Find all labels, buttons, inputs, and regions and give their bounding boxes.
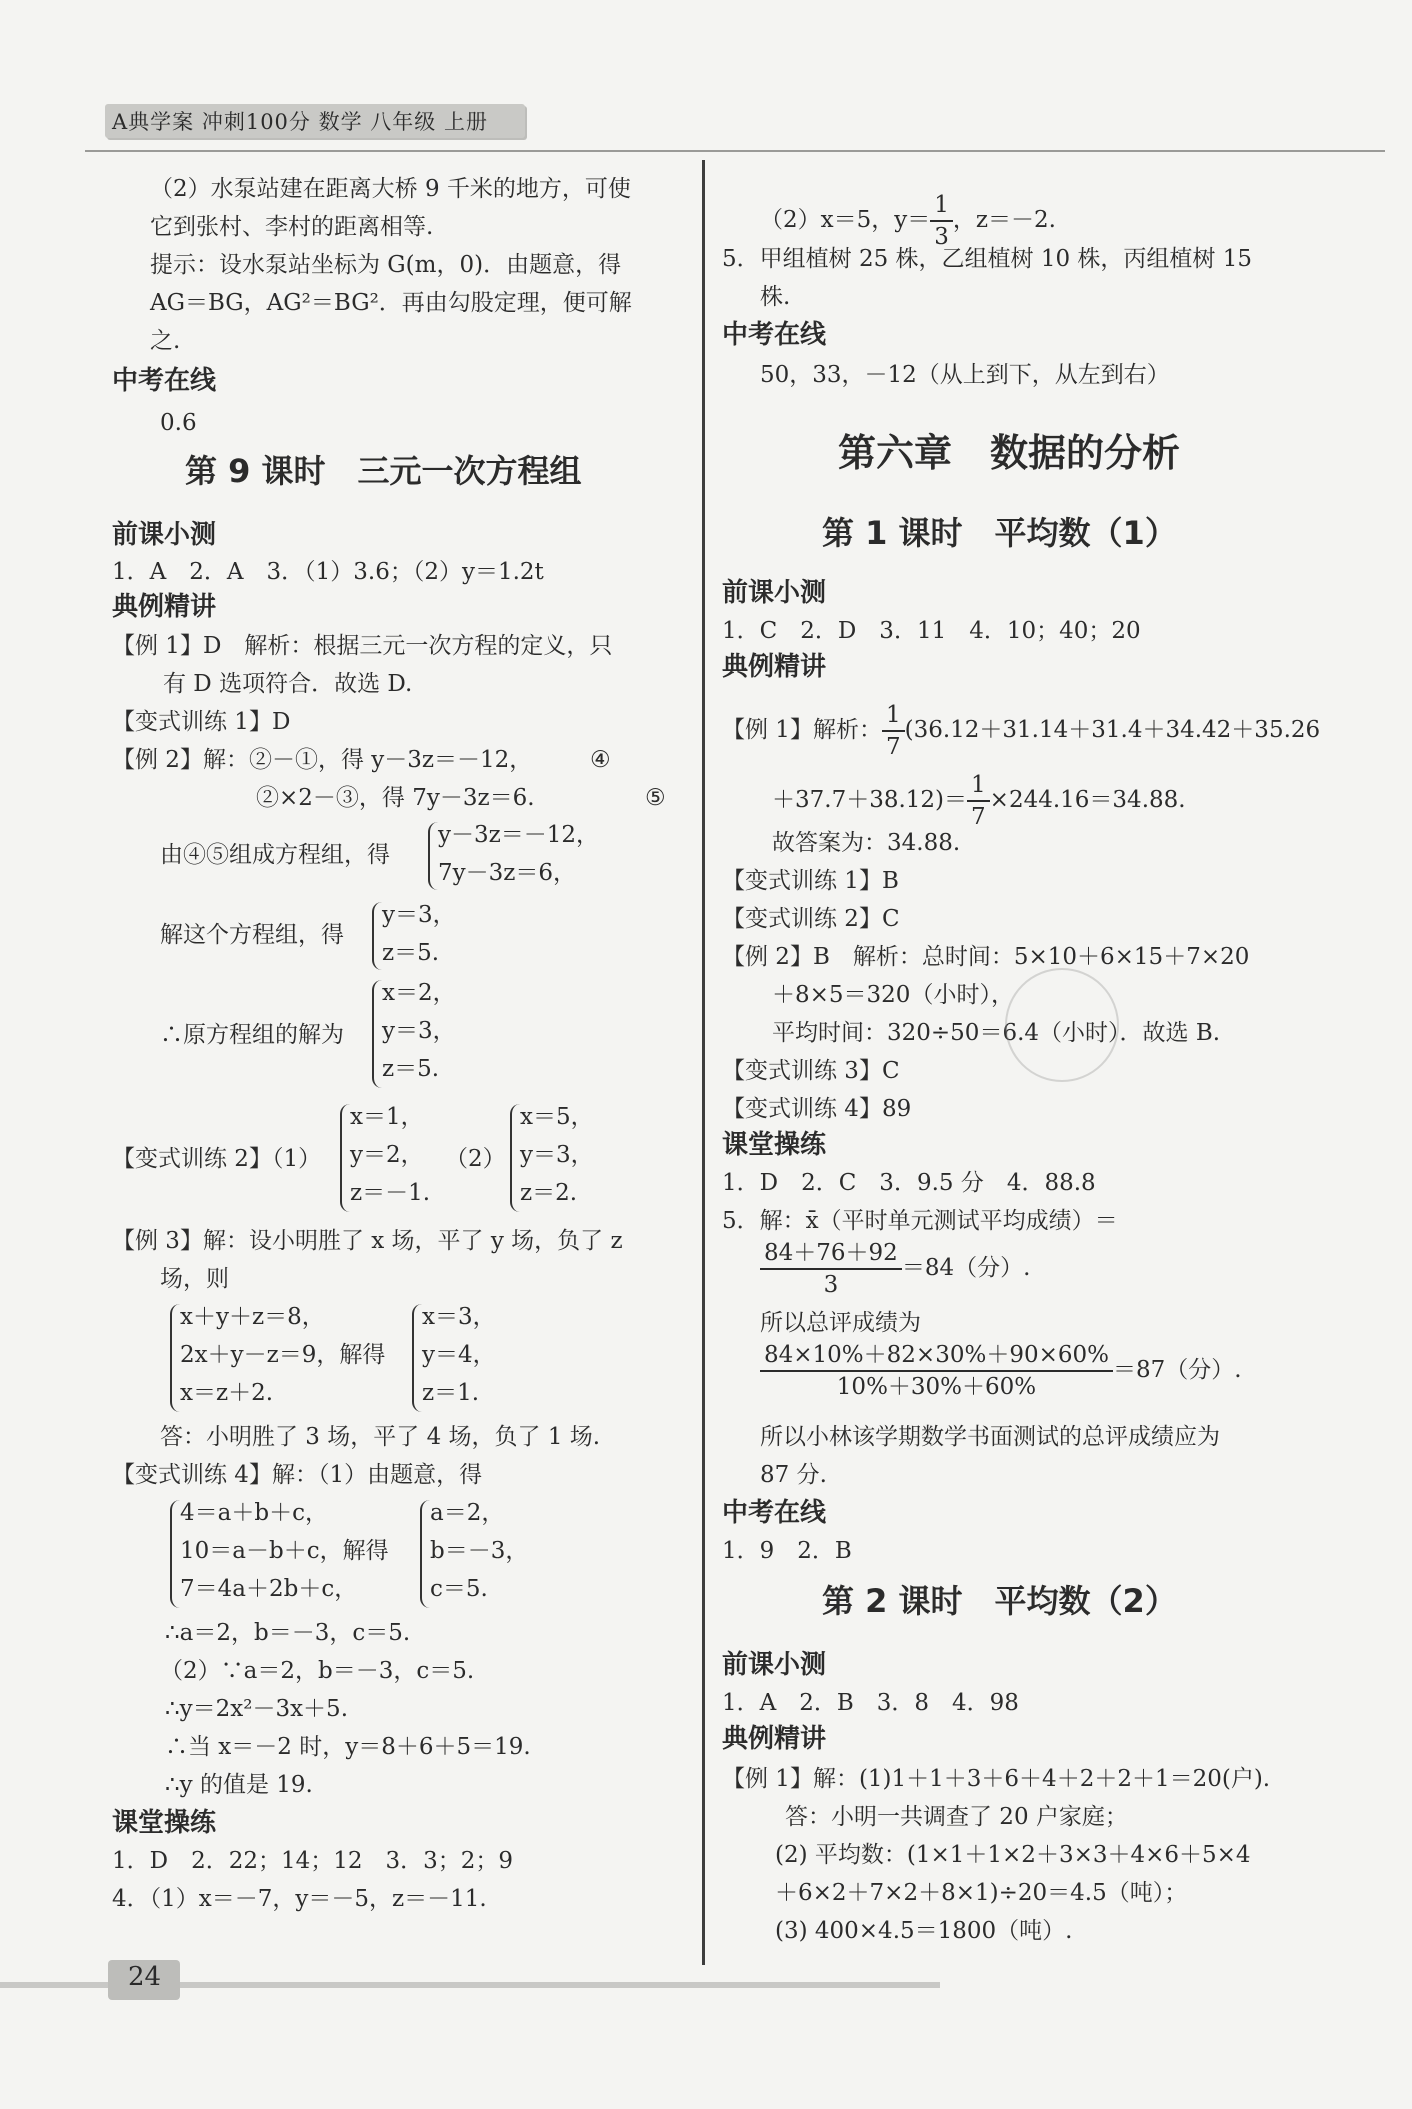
hint-line: 之. <box>150 328 181 354</box>
example-line: 解这个方程组，得 <box>160 922 344 948</box>
variant-line: 【变式训练 4】解：（1）由题意，得 <box>112 1462 483 1488</box>
fraction-numerator: 84×10%＋82×30%＋90×60% <box>760 1340 1113 1372</box>
example-line: 【例 3】解：设小明胜了 x 场，平了 y 场，负了 z <box>112 1228 623 1254</box>
answer-line: （2）水泵站建在距离大桥 9 千米的地方，可使 <box>150 176 631 202</box>
section-heading: 课堂操练 <box>722 1130 827 1160</box>
answer-line: 87 分. <box>760 1462 827 1488</box>
answer-line: （2）∵a＝2，b＝－3，c＝5. <box>160 1658 475 1684</box>
fraction-numerator: 1 <box>882 700 905 732</box>
system-line: 7y－3z＝6， <box>438 860 577 886</box>
section-heading: 中考在线 <box>112 366 217 396</box>
answer-line: 4．（1）x＝－7，y＝－5，z＝－11. <box>112 1886 487 1912</box>
lesson-title: 第 1 课时 平均数（1） <box>822 514 1177 552</box>
example-line: 【例 1】D 解析：根据三元一次方程的定义，只 <box>112 633 613 659</box>
equation-number: ⑤ <box>645 785 666 811</box>
system-line: x＋y＋z＝8， <box>180 1304 325 1330</box>
answer-line: 1．A 2．A 3．（1）3.6；（2）y＝1.2t <box>112 559 544 585</box>
formula-line <box>760 1238 1030 1300</box>
system-line: a＝2， <box>430 1500 505 1526</box>
answer-line: ∴y 的值是 19. <box>165 1772 313 1798</box>
answer-line: 1．C 2．D 3．11 4．10；40；20 <box>722 618 1141 644</box>
formula-line <box>760 1340 1242 1402</box>
answer-line: 答：小明一共调查了 20 户家庭； <box>785 1804 1128 1830</box>
variant-line: 【变式训练 2】（1） <box>112 1146 322 1172</box>
answer-line: 所以总评成绩为 <box>760 1310 921 1336</box>
answer-line: ∴a＝2，b＝－3，c＝5. <box>165 1620 411 1646</box>
variant-line: （2） <box>445 1146 506 1172</box>
chapter-title: 第六章 数据的分析 <box>838 431 1181 475</box>
fraction-denominator: 3 <box>934 224 949 250</box>
answer-line: 5．甲组植树 25 株，乙组植树 10 株，丙组植树 15 <box>722 246 1252 272</box>
example-line: ＋8×5＝320（小时）， <box>772 982 1014 1008</box>
example-line: 场，则 <box>160 1266 229 1292</box>
column-divider <box>702 160 705 1965</box>
answer-line: 所以小林该学期数学书面测试的总评成绩应为 <box>760 1424 1220 1450</box>
variant-line: 【变式训练 1】B <box>722 868 899 894</box>
answer-line: 5．解：x̄（平时单元测试平均成绩）＝ <box>722 1208 1118 1234</box>
example-line: 有 D 选项符合．故选 D. <box>163 671 413 697</box>
watermark-stamp <box>1005 968 1119 1082</box>
section-heading: 典例精讲 <box>112 592 217 622</box>
fraction-denominator: 7 <box>885 734 901 760</box>
example-text: ＋37.7＋38.12)＝ <box>772 787 968 813</box>
fraction-numerator: 1 <box>967 770 990 802</box>
example-line: 【例 2】B 解析：总时间：5×10＋6×15＋7×20 <box>722 944 1250 970</box>
answer-line: ∴y＝2x²－3x＋5. <box>165 1696 349 1722</box>
fraction <box>882 700 905 762</box>
system-line: 7＝4a＋2b＋c， <box>180 1576 358 1602</box>
system-line: x＝z＋2. <box>180 1380 274 1406</box>
answer-line: 50，33，－12（从上到下，从左到右） <box>760 362 1170 388</box>
system-line: z＝－1. <box>350 1180 431 1206</box>
variant-line: 【变式训练 4】89 <box>722 1096 912 1122</box>
system-line: b＝－3， <box>430 1538 529 1564</box>
section-heading: 前课小测 <box>112 520 217 550</box>
answer-line: ＋6×2＋7×2＋8×1)÷20＝4.5（吨）； <box>775 1880 1188 1906</box>
example-text: (36.12＋31.14＋31.4＋34.42＋35.26 <box>904 717 1321 743</box>
system-line: y－3z＝－12， <box>438 822 600 848</box>
answer-line: (3) 400×4.5＝1800（吨）. <box>775 1918 1073 1944</box>
fraction <box>760 1238 902 1300</box>
system-line: z＝5. <box>382 940 440 966</box>
system-line: z＝1. <box>422 1380 480 1406</box>
header-rule <box>85 150 1385 152</box>
lesson-title: 第 2 课时 平均数（2） <box>822 1582 1177 1620</box>
hint-line: 提示：设水泵站坐标为 G(m，0)．由题意，得 <box>150 252 622 278</box>
fraction-denominator: 10%＋30%＋60% <box>836 1374 1037 1400</box>
variant-line: 【变式训练 1】D <box>112 709 291 735</box>
fraction-denominator: 3 <box>823 1272 839 1298</box>
answer-line: 它到张村、李村的距离相等. <box>150 214 434 240</box>
system-line: c＝5. <box>430 1576 488 1602</box>
example-line: ②×2－③，得 7y－3z＝6. <box>256 785 535 811</box>
system-line: y＝3， <box>382 902 456 928</box>
system-line: 10＝a－b＋c，解得 <box>180 1538 389 1564</box>
section-heading: 前课小测 <box>722 1650 827 1680</box>
system-line: z＝5. <box>382 1056 440 1082</box>
page-number: 24 <box>128 1962 162 1992</box>
example-line <box>722 700 1320 762</box>
section-heading: 课堂操练 <box>112 1808 217 1838</box>
system-line: x＝2， <box>382 980 456 1006</box>
fraction <box>760 1340 1113 1402</box>
fraction <box>967 770 990 832</box>
lesson-title: 第 9 课时 三元一次方程组 <box>185 452 582 490</box>
answer-line: 1．D 2．C 3．9.5 分 4．88.8 <box>722 1170 1096 1196</box>
answer-line: 故答案为：34.88. <box>772 830 961 856</box>
system-line: y＝4， <box>422 1342 496 1368</box>
fraction-denominator: 7 <box>971 804 986 830</box>
system-line: z＝2. <box>520 1180 578 1206</box>
system-line: y＝3， <box>520 1142 594 1168</box>
answer-text: ，z＝－2. <box>952 207 1056 233</box>
system-line: y＝3， <box>382 1018 456 1044</box>
example-line <box>772 770 1186 832</box>
section-heading: 前课小测 <box>722 578 827 608</box>
hint-line: AG＝BG，AG²＝BG²．再由勾股定理，便可解 <box>150 290 632 316</box>
example-line: 由④⑤组成方程组，得 <box>160 842 390 868</box>
example-line: 平均时间：320÷50＝6.4（小时）．故选 B. <box>772 1020 1221 1046</box>
fraction-numerator: 84＋76＋92 <box>760 1238 902 1270</box>
system-line: x＝1， <box>350 1104 424 1130</box>
variant-line: 【变式训练 2】C <box>722 906 900 932</box>
answer-line: 1．A 2．B 3．8 4．98 <box>722 1690 1019 1716</box>
example-text: 【例 1】解析： <box>722 717 882 743</box>
example-line: 【例 2】解：②－①，得 y－3z＝－12， <box>112 747 533 773</box>
section-heading: 典例精讲 <box>722 1724 827 1754</box>
formula-text: ＝84（分）. <box>901 1255 1031 1281</box>
system-line: 2x＋y－z＝9，解得 <box>180 1342 386 1368</box>
system-line: x＝3， <box>422 1304 496 1330</box>
example-text: ×244.16＝34.88. <box>989 787 1186 813</box>
answer-line: 1．9 2．B <box>722 1538 852 1564</box>
answer-line: ∴当 x＝－2 时，y＝8＋6＋5＝19. <box>165 1734 531 1760</box>
section-heading: 中考在线 <box>722 1498 827 1528</box>
variant-line: 【变式训练 3】C <box>722 1058 900 1084</box>
section-heading: 典例精讲 <box>722 652 827 682</box>
system-line: x＝5， <box>520 1104 594 1130</box>
answer-line: 株. <box>760 284 791 310</box>
formula-text: ＝87（分）. <box>1112 1357 1242 1383</box>
system-line: 4＝a＋b＋c， <box>180 1500 328 1526</box>
answer-line: 1．D 2．22；14；12 3．3；2；9 <box>112 1848 514 1874</box>
answer-text: （2）x＝5，y＝ <box>760 207 931 233</box>
example-line: ∴原方程组的解为 <box>160 1022 344 1048</box>
system-line: y＝2， <box>350 1142 424 1168</box>
example-line: 【例 1】解：(1)1＋1＋3＋6＋4＋2＋2＋1＝20(户). <box>722 1766 1271 1792</box>
fraction-numerator: 1 <box>930 190 953 222</box>
section-heading: 中考在线 <box>722 320 827 350</box>
answer-line: 0.6 <box>160 410 197 436</box>
running-header: A典学案 冲刺100分 数学 八年级 上册 <box>112 110 488 134</box>
answer-line: (2) 平均数：(1×1＋1×2＋3×3＋4×6＋5×4 <box>775 1842 1251 1868</box>
equation-number: ④ <box>590 747 611 773</box>
answer-line: 答：小明胜了 3 场，平了 4 场，负了 1 场. <box>160 1424 601 1450</box>
